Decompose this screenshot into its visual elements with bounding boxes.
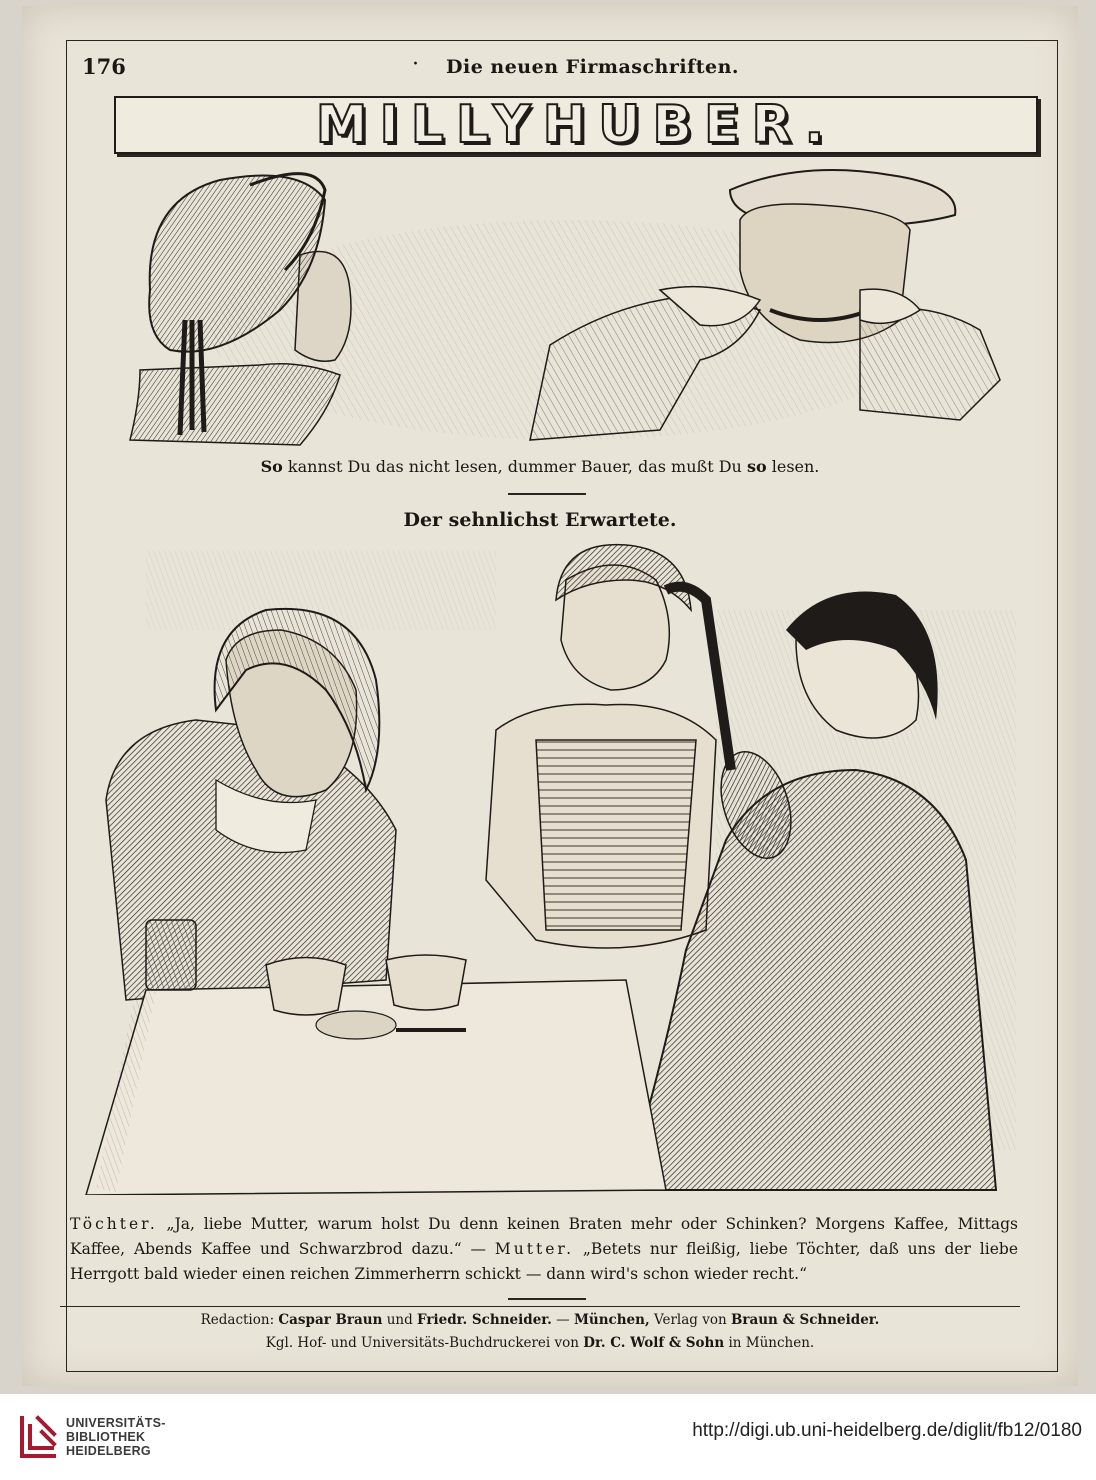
header-separator: · bbox=[412, 52, 419, 77]
speaker-mother: Mutter. bbox=[494, 1240, 575, 1258]
imprint-line bbox=[60, 1312, 1020, 1328]
caption-emphasis: so bbox=[746, 457, 767, 476]
line-mother: „Betets nur fleißig, liebe Töchter, daß uns der liebe Herrgott bald wieder einen reichen Zimmerherrn schickt — dann wird's schon wieder recht.“ bbox=[70, 1240, 1018, 1283]
institution-line-2: BIBLIOTHEK bbox=[66, 1430, 146, 1444]
header-title: Die neuen Firmaschriften. bbox=[446, 56, 740, 78]
footer-rule bbox=[60, 1306, 1020, 1307]
divider-rule bbox=[508, 1298, 586, 1300]
university-library-logo-icon bbox=[14, 1412, 62, 1462]
publisher: Braun & Schneider. bbox=[730, 1312, 880, 1328]
institution-line-3: HEIDELBERG bbox=[66, 1444, 151, 1458]
and-word: und bbox=[386, 1312, 413, 1328]
top-caption bbox=[60, 457, 1020, 476]
speaker-daughters: Töchter. bbox=[70, 1215, 158, 1233]
editor-1: Caspar Braun bbox=[278, 1312, 383, 1328]
running-header bbox=[82, 50, 1042, 86]
caption-end: lesen. bbox=[766, 457, 820, 476]
page-number: 176 bbox=[82, 54, 126, 79]
printer-prefix: Kgl. Hof- und Universitäts-Buchdruckerei von bbox=[265, 1335, 579, 1351]
city: München, bbox=[573, 1312, 650, 1328]
dash: — bbox=[556, 1312, 570, 1328]
peasant-figure bbox=[130, 174, 351, 445]
masthead-text: MILLYHUBER. bbox=[315, 95, 837, 155]
masthead-banner bbox=[114, 96, 1038, 154]
editor-2: Friedr. Schneider. bbox=[417, 1312, 552, 1328]
top-engraving bbox=[100, 160, 1020, 450]
dialogue-caption bbox=[70, 1212, 1018, 1287]
publisher-label: Verlag von bbox=[653, 1312, 727, 1328]
caption-lead: So bbox=[260, 457, 283, 476]
redaction-label: Redaction: bbox=[200, 1312, 275, 1328]
printer-suffix: in München. bbox=[728, 1335, 815, 1351]
daughter-figure bbox=[486, 545, 716, 948]
institution-line-1: UNIVERSITÄTS- bbox=[66, 1416, 166, 1430]
divider-rule bbox=[508, 493, 586, 495]
bottom-engraving bbox=[66, 530, 1026, 1195]
line-daughters: „Ja, liebe Mutter, warum holst Du denn keinen Braten mehr oder Schinken? Morgens Kaffee, Mittags Kaffee, Abends Kaffee und Schwarzbrod dazu.“ — bbox=[70, 1215, 1018, 1258]
caption-mid: kannst Du das nicht lesen, dummer Bauer, das mußt Du bbox=[282, 457, 747, 476]
section-title: Der sehnlichst Erwartete. bbox=[403, 509, 677, 531]
permalink-url[interactable]: http://digi.ub.uni-heidelberg.de/diglit/fb12/0180 bbox=[692, 1420, 1082, 1441]
printer-name: Dr. C. Wolf & Sohn bbox=[583, 1335, 725, 1351]
library-bar bbox=[0, 1394, 1096, 1480]
institution-name bbox=[66, 1416, 166, 1458]
printer-line bbox=[60, 1335, 1020, 1351]
